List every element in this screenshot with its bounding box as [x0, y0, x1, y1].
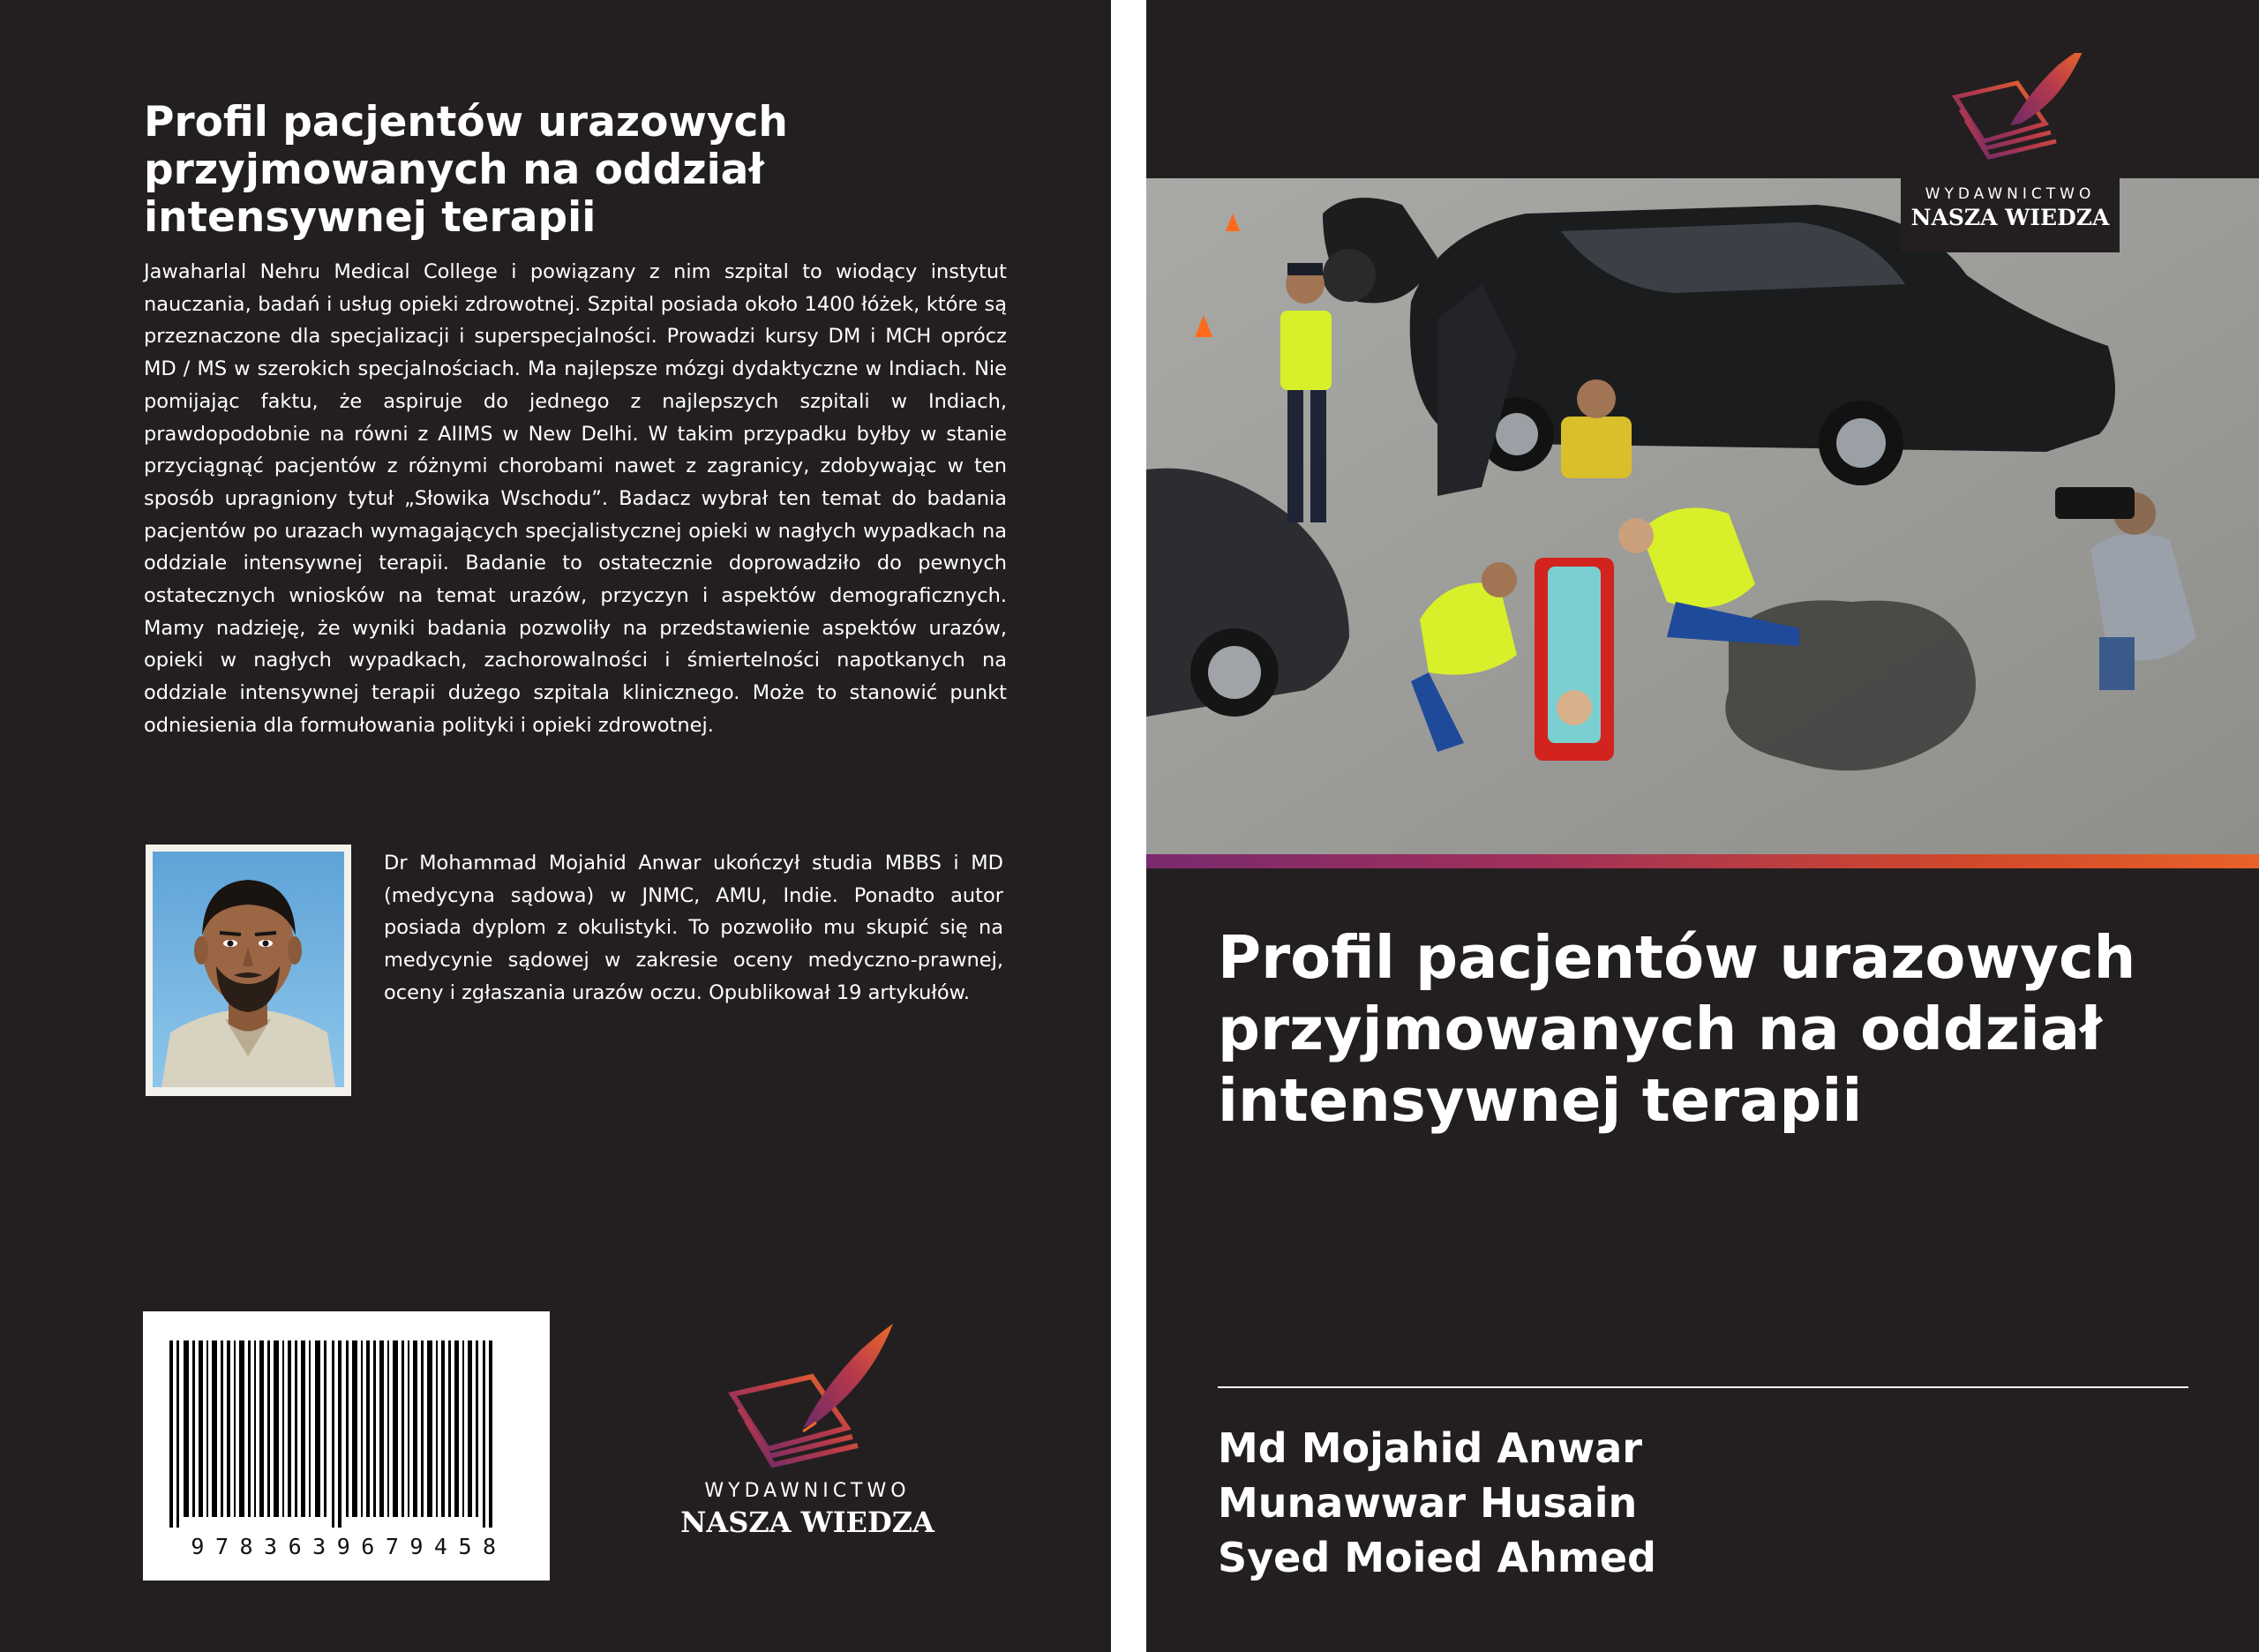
author-bio: Dr Mohammad Mojahid Anwar ukończył studia MBBS i MD (medycyna sądowa) w JNMC, AMU, Indie. Ponadto autor posiada dyplom z okulistyki. To pozwoliło mu skupić się na medycynie sądowej w zakresie oceny medyczno-prawnej, oceny i zgłaszania urazów oczu. Opublikował 19 artykułów. — [384, 852, 1003, 1004]
back-cover — [0, 0, 1111, 1652]
author-name: Syed Moied Ahmed — [1218, 1534, 1656, 1581]
back-cover-blurb: Jawaharlal Nehru Medical College i powiązany z nim szpital to wiodący instytut nauczania, badań i usług opieki zdrowotnej. Szpital posiada około 1400 łóżek, które są przeznaczone dla specjalizacji i superspecjalności. Prowadzi kursy DM i MCH oprócz MD / MS w szerokich specjalnościach. Ma najlepsze mózgi dydaktyczne w Indiach. Nie pomijając faktu, że aspiruje do jednego z najlepszych szpitali w Indiach, prawdopodobnie na równi z AIIMS w New Delhi. W takim przypadku byłby w stanie przyciągnąć pacjentów z różnymi chorobami nawet z zagranicy, zdobywając w ten sposób upragniony tytuł „Słowika Wschodu”. Badacz wybrał ten temat do badania pacjentów po urazach wymagających specjalistycznej opieki w nagłych wypadkach na oddziale intensywnej terapii. Badanie to ostatecznie doprowadziło do pewnych ostatecznych wniosków na temat urazów, przyczyn i aspektów demograficznych. Mamy nadzieję, że wyniki badania pozwoliły na przedstawienie aspektów urazów, opieki w nagłych wypadkach, zachorowalności i śmiertelności napotkanych na oddziale intensywnej terapii dużego szpitala klinicznego. Może to stanowić punkt odniesienia dla formułowania polityki i opieki zdrowotnej. — [144, 260, 1007, 737]
book-quill-icon — [671, 1324, 944, 1478]
publisher-line2: NASZA WIEDZA — [1910, 205, 2110, 230]
author-portrait-image — [153, 852, 344, 1087]
publisher-line2: NASZA WIEDZA — [680, 1506, 934, 1539]
publisher-logo-back — [671, 1324, 944, 1539]
front-cover — [1146, 0, 2259, 1652]
accent-bar — [1146, 854, 2259, 868]
author-name: Munawwar Husain — [1218, 1479, 1638, 1527]
divider-line — [1218, 1386, 2188, 1388]
publisher-line1: WYDAWNICTWO — [704, 1480, 911, 1502]
author-list — [1218, 1421, 2233, 1585]
isbn-number: 9783639679458 — [191, 1534, 507, 1559]
spine-gap — [1111, 0, 1146, 1652]
author-photo — [146, 845, 351, 1096]
barcode-bars — [143, 1311, 550, 1532]
author-name: Md Mojahid Anwar — [1218, 1424, 1642, 1472]
front-cover-title: Profil pacjentów urazowych przyjmowanych na oddział intensywnej terapii — [1218, 923, 2136, 1135]
cover-photo — [1146, 178, 2259, 858]
back-cover-title: Profil pacjentów urazowych przyjmowanych na oddział intensywnej terapii — [144, 98, 788, 242]
publisher-line1: WYDAWNICTWO — [1925, 185, 2096, 203]
book-quill-icon — [1901, 53, 2120, 176]
publisher-logo-front — [1901, 53, 2120, 252]
isbn-barcode — [143, 1311, 550, 1581]
accident-scene-image — [1146, 178, 2259, 858]
